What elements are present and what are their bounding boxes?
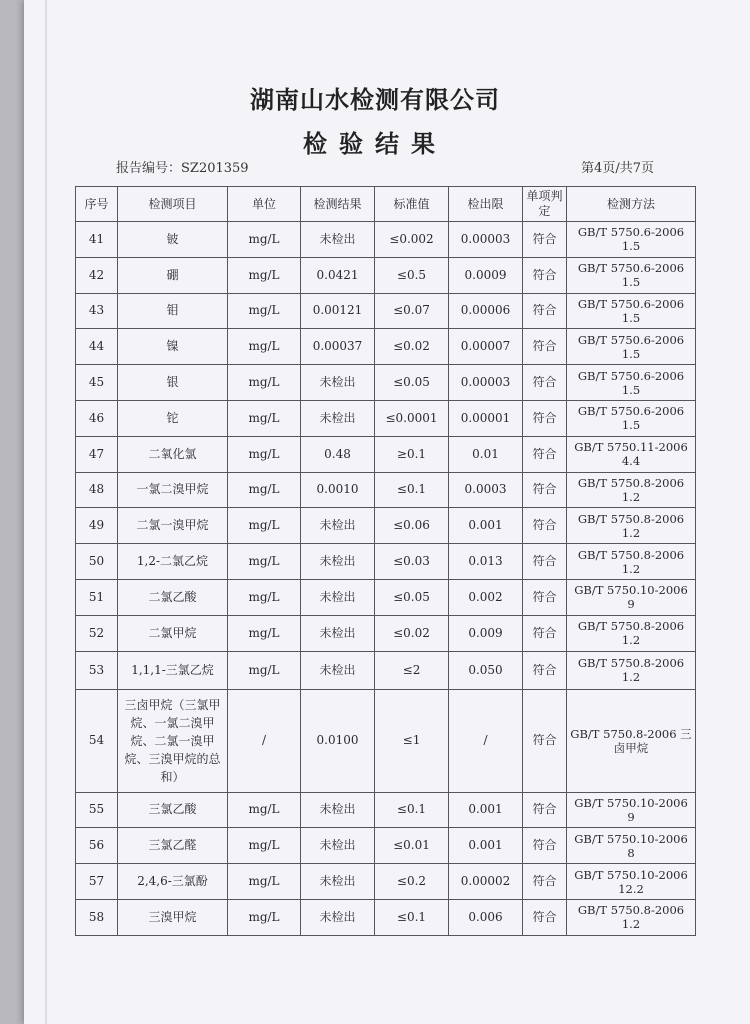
cell-method: GB/T 5750.11-2006 4.4 xyxy=(567,436,696,472)
table-row xyxy=(76,436,696,472)
cell-standard: ≥0.1 xyxy=(375,436,449,472)
cell-unit: mg/L xyxy=(228,579,301,615)
cell-method: GB/T 5750.8-2006 三卤甲烷 xyxy=(567,689,696,792)
cell-unit: mg/L xyxy=(228,293,301,329)
cell-standard: ≤0.5 xyxy=(375,257,449,293)
company-name: 湖南山水检测有限公司 xyxy=(250,86,500,114)
cell-unit: mg/L xyxy=(228,792,301,828)
report-number: 报告编号：SZ201359 xyxy=(116,161,249,176)
cell-no: 46 xyxy=(76,400,118,436)
cell-item: 二氧化氯 xyxy=(118,436,228,472)
cell-standard: ≤0.2 xyxy=(375,864,449,900)
cell-item: 三氯乙醛 xyxy=(118,828,228,864)
cell-limit: 0.00007 xyxy=(449,329,523,365)
cell-judge: 符合 xyxy=(523,257,567,293)
cell-result: 未检出 xyxy=(301,508,375,544)
cell-unit: mg/L xyxy=(228,864,301,900)
cell-item: 三氯乙酸 xyxy=(118,792,228,828)
cell-judge: 符合 xyxy=(523,615,567,651)
cell-no: 57 xyxy=(76,864,118,900)
cell-no: 43 xyxy=(76,293,118,329)
cell-no: 50 xyxy=(76,544,118,580)
cell-limit: 0.00006 xyxy=(449,293,523,329)
table-row xyxy=(76,365,696,401)
table-row xyxy=(76,400,696,436)
cell-judge: 符合 xyxy=(523,579,567,615)
table-row xyxy=(76,864,696,900)
cell-no: 45 xyxy=(76,365,118,401)
cell-result: 未检出 xyxy=(301,400,375,436)
table-header-row xyxy=(76,187,696,222)
cell-result: 未检出 xyxy=(301,615,375,651)
cell-judge: 符合 xyxy=(523,508,567,544)
cell-result: 未检出 xyxy=(301,365,375,401)
page-number: 第4页/共7页 xyxy=(581,161,654,176)
table-row xyxy=(76,689,696,792)
cell-no: 55 xyxy=(76,792,118,828)
cell-limit: 0.013 xyxy=(449,544,523,580)
cell-standard: ≤0.02 xyxy=(375,329,449,365)
cell-item: 铊 xyxy=(118,400,228,436)
cell-judge: 符合 xyxy=(523,792,567,828)
table-row xyxy=(76,329,696,365)
cell-no: 49 xyxy=(76,508,118,544)
cell-standard: ≤0.05 xyxy=(375,579,449,615)
cell-result: 未检出 xyxy=(301,864,375,900)
cell-judge: 符合 xyxy=(523,472,567,508)
table-row xyxy=(76,615,696,651)
cell-no: 51 xyxy=(76,579,118,615)
cell-unit: mg/L xyxy=(228,651,301,689)
cell-unit: mg/L xyxy=(228,222,301,258)
table-row xyxy=(76,792,696,828)
cell-limit: 0.050 xyxy=(449,651,523,689)
cell-item: 二氯乙酸 xyxy=(118,579,228,615)
cell-method: GB/T 5750.10-2006 8 xyxy=(567,828,696,864)
col-header-limit: 检出限 xyxy=(449,187,523,222)
cell-standard: ≤0.01 xyxy=(375,828,449,864)
cell-limit: 0.009 xyxy=(449,615,523,651)
cell-item: 银 xyxy=(118,365,228,401)
cell-result: 0.00121 xyxy=(301,293,375,329)
cell-no: 56 xyxy=(76,828,118,864)
cell-limit: 0.0003 xyxy=(449,472,523,508)
cell-unit: / xyxy=(228,689,301,792)
cell-limit: 0.00002 xyxy=(449,864,523,900)
cell-item: 钼 xyxy=(118,293,228,329)
cell-result: 未检出 xyxy=(301,899,375,935)
cell-no: 58 xyxy=(76,899,118,935)
document-title: 检验结果 xyxy=(303,130,447,158)
cell-method: GB/T 5750.10-2006 9 xyxy=(567,792,696,828)
cell-judge: 符合 xyxy=(523,828,567,864)
cell-result: 0.00037 xyxy=(301,329,375,365)
cell-standard: ≤0.02 xyxy=(375,615,449,651)
cell-limit: 0.00003 xyxy=(449,365,523,401)
cell-limit: 0.006 xyxy=(449,899,523,935)
col-header-no: 序号 xyxy=(76,187,118,222)
cell-result: 未检出 xyxy=(301,222,375,258)
cell-result: 0.48 xyxy=(301,436,375,472)
cell-method: GB/T 5750.8-2006 1.2 xyxy=(567,615,696,651)
cell-standard: ≤0.07 xyxy=(375,293,449,329)
table-row xyxy=(76,579,696,615)
cell-method: GB/T 5750.6-2006 1.5 xyxy=(567,400,696,436)
cell-result: 未检出 xyxy=(301,792,375,828)
cell-limit: 0.001 xyxy=(449,792,523,828)
cell-no: 52 xyxy=(76,615,118,651)
cell-no: 48 xyxy=(76,472,118,508)
cell-unit: mg/L xyxy=(228,828,301,864)
cell-unit: mg/L xyxy=(228,472,301,508)
cell-no: 53 xyxy=(76,651,118,689)
cell-item: 1,2-二氯乙烷 xyxy=(118,544,228,580)
cell-method: GB/T 5750.6-2006 1.5 xyxy=(567,257,696,293)
col-header-standard: 标准值 xyxy=(375,187,449,222)
cell-item: 二氯甲烷 xyxy=(118,615,228,651)
cell-limit: 0.001 xyxy=(449,508,523,544)
cell-judge: 符合 xyxy=(523,400,567,436)
cell-no: 41 xyxy=(76,222,118,258)
cell-result: 未检出 xyxy=(301,651,375,689)
cell-result: 0.0010 xyxy=(301,472,375,508)
cell-method: GB/T 5750.6-2006 1.5 xyxy=(567,329,696,365)
table-row xyxy=(76,544,696,580)
cell-unit: mg/L xyxy=(228,899,301,935)
cell-standard: ≤1 xyxy=(375,689,449,792)
cell-standard: ≤0.03 xyxy=(375,544,449,580)
cell-method: GB/T 5750.8-2006 1.2 xyxy=(567,472,696,508)
table-row xyxy=(76,899,696,935)
cell-unit: mg/L xyxy=(228,436,301,472)
cell-result: 0.0421 xyxy=(301,257,375,293)
cell-judge: 符合 xyxy=(523,436,567,472)
cell-result: 未检出 xyxy=(301,828,375,864)
cell-no: 44 xyxy=(76,329,118,365)
cell-standard: ≤0.1 xyxy=(375,899,449,935)
cell-method: GB/T 5750.10-2006 12.2 xyxy=(567,864,696,900)
cell-unit: mg/L xyxy=(228,615,301,651)
cell-unit: mg/L xyxy=(228,544,301,580)
cell-standard: ≤0.06 xyxy=(375,508,449,544)
cell-no: 54 xyxy=(76,689,118,792)
table-row xyxy=(76,222,696,258)
col-header-item: 检测项目 xyxy=(118,187,228,222)
col-header-method: 检测方法 xyxy=(567,187,696,222)
red-seal-fragment xyxy=(736,440,750,590)
cell-unit: mg/L xyxy=(228,365,301,401)
cell-method: GB/T 5750.8-2006 1.2 xyxy=(567,651,696,689)
cell-limit: 0.00003 xyxy=(449,222,523,258)
cell-item: 1,1,1-三氯乙烷 xyxy=(118,651,228,689)
table-row xyxy=(76,508,696,544)
cell-method: GB/T 5750.6-2006 1.5 xyxy=(567,365,696,401)
cell-unit: mg/L xyxy=(228,400,301,436)
cell-no: 47 xyxy=(76,436,118,472)
cell-unit: mg/L xyxy=(228,508,301,544)
table-row xyxy=(76,828,696,864)
cell-method: GB/T 5750.6-2006 1.5 xyxy=(567,222,696,258)
cell-standard: ≤0.1 xyxy=(375,472,449,508)
cell-item: 铍 xyxy=(118,222,228,258)
cell-unit: mg/L xyxy=(228,329,301,365)
cell-item: 硼 xyxy=(118,257,228,293)
table-row xyxy=(76,293,696,329)
col-header-result: 检测结果 xyxy=(301,187,375,222)
cell-limit: / xyxy=(449,689,523,792)
cell-limit: 0.002 xyxy=(449,579,523,615)
cell-standard: ≤2 xyxy=(375,651,449,689)
cell-limit: 0.001 xyxy=(449,828,523,864)
table-body xyxy=(76,222,696,936)
cell-judge: 符合 xyxy=(523,651,567,689)
cell-method: GB/T 5750.6-2006 1.5 xyxy=(567,293,696,329)
cell-judge: 符合 xyxy=(523,544,567,580)
cell-judge: 符合 xyxy=(523,222,567,258)
cell-standard: ≤0.0001 xyxy=(375,400,449,436)
cell-item: 二氯一溴甲烷 xyxy=(118,508,228,544)
cell-item: 2,4,6-三氯酚 xyxy=(118,864,228,900)
cell-limit: 0.00001 xyxy=(449,400,523,436)
cell-method: GB/T 5750.10-2006 9 xyxy=(567,579,696,615)
cell-result: 0.0100 xyxy=(301,689,375,792)
cell-item: 三卤甲烷（三氯甲烷、一氯二溴甲烷、二氯一溴甲烷、三溴甲烷的总和） xyxy=(118,689,228,792)
cell-no: 42 xyxy=(76,257,118,293)
col-header-judge: 单项判定 xyxy=(523,187,567,222)
cell-judge: 符合 xyxy=(523,329,567,365)
results-table xyxy=(75,186,696,936)
cell-judge: 符合 xyxy=(523,365,567,401)
cell-item: 一氯二溴甲烷 xyxy=(118,472,228,508)
cell-limit: 0.0009 xyxy=(449,257,523,293)
cell-standard: ≤0.1 xyxy=(375,792,449,828)
table-row xyxy=(76,472,696,508)
cell-judge: 符合 xyxy=(523,899,567,935)
cell-judge: 符合 xyxy=(523,864,567,900)
cell-item: 镍 xyxy=(118,329,228,365)
cell-limit: 0.01 xyxy=(449,436,523,472)
cell-method: GB/T 5750.8-2006 1.2 xyxy=(567,544,696,580)
cell-standard: ≤0.05 xyxy=(375,365,449,401)
cell-method: GB/T 5750.8-2006 1.2 xyxy=(567,899,696,935)
cell-result: 未检出 xyxy=(301,544,375,580)
cell-judge: 符合 xyxy=(523,293,567,329)
cell-unit: mg/L xyxy=(228,257,301,293)
cell-method: GB/T 5750.8-2006 1.2 xyxy=(567,508,696,544)
cell-judge: 符合 xyxy=(523,689,567,792)
table-row xyxy=(76,651,696,689)
cell-result: 未检出 xyxy=(301,579,375,615)
cell-item: 三溴甲烷 xyxy=(118,899,228,935)
table-row xyxy=(76,257,696,293)
cell-standard: ≤0.002 xyxy=(375,222,449,258)
col-header-unit: 单位 xyxy=(228,187,301,222)
